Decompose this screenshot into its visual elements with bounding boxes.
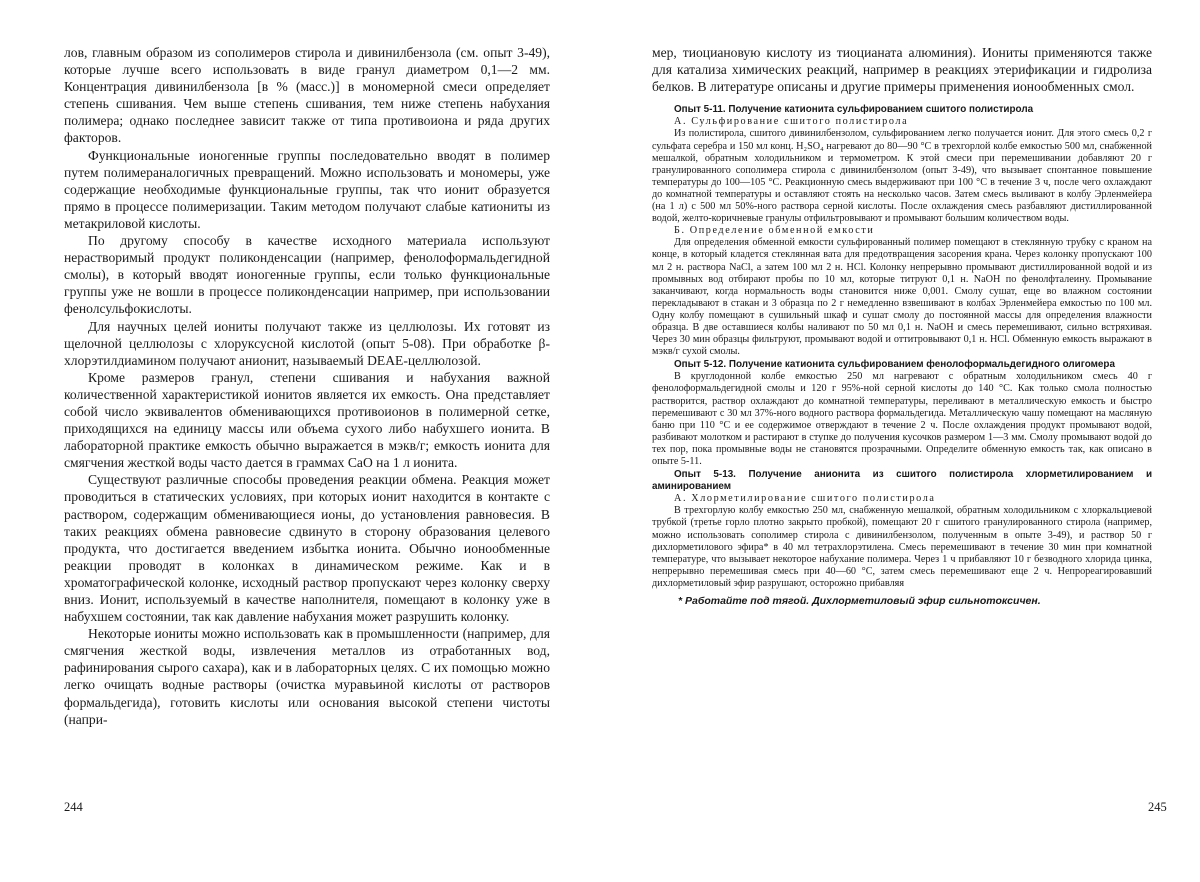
right-page-text — [652, 44, 1152, 608]
experiment-paragraph: Для определения обменной емкости сульфированный полимер помещают в стеклянную трубку с краном на конце, в который кладется стеклянная вата для предотвращения засорения крана. Через колонку пропускают 100 мл 2 н. раствора NaCl, а затем 100 мл 2 н. HCl. Колонку непрерывно промывают дистиллированной водой и из промывных вод отбирают пробы по 10 мл, которые титруют 0,1 н. NaOH по фенолфталеину. Промывание заканчивают, когда нормальность воды становится ниже 0,001. Смолу сушат, еще во влажном состоянии перекладывают в стакан и 3 образца по 2 г немедленно взвешивают в колбах Эрленмейера емкостью по 100 мл. Одну колбу помещают в сушильный шкаф и сушат смолу до постоянной массы для определения влажности образца. В две оставшиеся колбы наливают по 50 мл 0,1 н. NaOH и смесь перемешивают, сильно встряхивая. Через 30 мин образцы фильтруют, промывают водой и оттитровывают 0,1 н. HCl. Обменную емкость выражают в мэкв/г сухой смолы. — [652, 237, 1152, 358]
paragraph: По другому способу в качестве исходного материала используют нерастворимый продукт поликонденсации (например, фенолоформальдегидной смолы), в который вводят ионогенные группы, если только функциональные группы уже не вошли в процессе поликонденсации например, при использовании фенолсульфокислоты. — [64, 233, 550, 317]
paragraph: Функциональные ионогенные группы последовательно вводят в полимер путем полимераналогичных превращений. Можно использовать и мономеры, уже содержащие необходимые функциональные группы, так что ионит образуется прямо в процессе полимеризации. Таким методом получают слабые катиониты из метакриловой кислоты. — [64, 147, 550, 231]
experiment-paragraph: В трехгорлую колбу емкостью 250 мл, снабженную мешалкой, обратным холодильником с хлоркальциевой трубкой (третье горло плотно закрыто пробкой), помещают 20 г сшитого гранулированного стирола (например, можно использовать сополимер стирола с дивинилбензолом, полученным в опыте 3-49), и раствор 50 г дихлорметилового эфира* в 40 мл тетрахлорэтилена. Смесь перемешивают в течение 30 мин при комнатной температуре, что вызывает некоторое набухание полимера. Через 1 ч прибавляют 10 г безводного хлорида цинка, непрерывно перемешивая смесь при 40—60 °С, затем смесь перемешивают еще 2 ч. Непрореагировавший дихлорметиловый эфир разрушают, осторожно прибавляя — [652, 505, 1152, 589]
page-number: 245 — [1148, 800, 1167, 814]
footnote: * Работайте под тягой. Дихлорметиловый эфир сильнотоксичен. — [678, 595, 1041, 608]
experiment-heading: Опыт 5-12. Получение катионита сульфированием фенолоформальдегидного олигомера — [674, 359, 1115, 371]
paragraph: Некоторые иониты можно использовать как в промышленности (например, для смягчения жесткой воды, извлечения металлов из отработанных вод, рафинирования сырого сахара), как и в лабораторных целях. С их помощью можно легко очищать водные растворы (очистка муравьиной кислоты от растворов формальдегида), готовить кислоты или основания высокой степени чистоты (напри- — [64, 626, 550, 727]
paragraph: Существуют различные способы проведения реакции обмена. Реакция может проводиться в статических условиях, при которых ионит находится в контакте с раствором, содержащим обменивающиеся ионы, до установления равновесия. В таких реакциях обмена равновесие сдвинуто в сторону образования целевого продукта, что достигается введением избытка ионита. Обычно ионообменные реакции проводят в колонках в динамическом режиме. Как и в хроматографической колонке, исходный раствор пропускают через колонку сверху вниз. Ионит, используемый в качестве наполнителя, помещают в колонку уже в набухшем состоянии, так как давление набухания может разрушить колонку. — [64, 472, 550, 625]
experiment-heading: Опыт 5-11. Получение катионита сульфированием сшитого полистирола — [674, 104, 1034, 116]
paragraph: Кроме размеров гранул, степени сшивания и набухания важной количественной характеристикой ионитов является их емкость. Она представляет собой число эквивалентов обменивающихся противоионов в полимерной сетке, приходящихся на единицу массы или объема сухого либо набухшего ионита. В лабораторной практике емкость обычно выражается в мэкв/г; емкость ионита для смягчения жесткой воды часто дается в граммах СаО на 1 л ионита. — [64, 369, 550, 471]
left-page-text — [64, 44, 550, 728]
experiment-heading: Опыт 5-13. Получение анионита из сшитого полистирола хлорметилированием и аминированием — [652, 469, 1153, 493]
experiment-subheading: А. Хлорметилирование сшитого полистирола — [674, 493, 936, 505]
right-page — [600, 0, 1200, 882]
experiments — [652, 104, 1152, 590]
paragraph: Для научных целей иониты получают также из целлюлозы. Их готовят из щелочной целлюлозы с хлоруксусной кислотой (опыт 5-08). При обработке β-хлорэтилдиамином получают анионит, называемый DEAE-целлюлозой. — [64, 318, 550, 368]
experiment-subheading: Б. Определение обменной емкости — [674, 225, 875, 237]
paragraph: лов, главным образом из сополимеров стирола и дивинилбензола (см. опыт 3-49), которые лучше всего использовать в виде гранул диаметром 0,1—2 мм. Концентрация дивинилбензола [в % (масс.)] в мономерной смеси определяет степень сшивания. Чем выше степень сшивания, тем ниже степень набухания полимера; однако последнее зависит также от типа противоиона и ряда других факторов. — [64, 45, 550, 146]
intro-paragraph: мер, тиоциановую кислоту из тиоцианата алюминия). Иониты применяются также для катализа химических реакций, например в реакциях этерификации и гидролиза белков. В литературе описаны и другие примеры применения ионообменных смол. — [652, 45, 1152, 95]
page-number: 244 — [64, 800, 83, 814]
experiment-subheading: А. Сульфирование сшитого полистирола — [674, 116, 909, 128]
experiment-paragraph: В круглодонной колбе емкостью 250 мл нагревают с обратным холодильником смесь 40 г фенолоформальдегидной смолы и 120 г 95%-ной серной кислоты до 140 °С. Как только смола полностью растворится, раствор охлаждают до комнатной температуры, переливают в металлическую емкость и быстро перемешивают с 30 мл 37%-ного водного раствора формальдегида. Металлическую чашу помещают на масляную баню при 110 °С и ее содержимое отверждают в течение 2 ч. После охлаждения продукт промывают водой, разбивают молотком и растирают в ступке до получения кусочков размером 1—3 мм. Смолу промывают водой до тех пор, пока промывные воды не становятся прозрачными. Определите обменную емкость так, как описано в опыте 5-11. — [652, 371, 1152, 467]
experiment-paragraph: Из полистирола, сшитого дивинилбензолом, сульфированием легко получается ионит. Для этого смесь 0,2 г сульфата серебра и 150 мл конц. H₂SO₄ нагревают до 80—90 °С в трехгорлой колбе емкостью 500 мл, снабженной мешалкой, обратным холодильником и термометром. К этой смеси при перемешивании добавляют 20 г гранулированного сополимера стирола с дивинилбензолом (опыт 3-49), что вызывает спонтанное повышение температуры до 100—105 °С. Реакционную смесь выдерживают при 100 °С в течение 3 ч, после чего охлаждают до комнатной температуры и оставляют стоять на несколько часов. Затем смесь выливают в колбу Эрленмейера (на 1 л) с 500 мл 50%-ного раствора серной кислоты. После охлаждения смесь разбавляют дистиллированной водой, желто-коричневые гранулы отфильтровывают и промывают большим количеством воды. — [652, 128, 1152, 225]
